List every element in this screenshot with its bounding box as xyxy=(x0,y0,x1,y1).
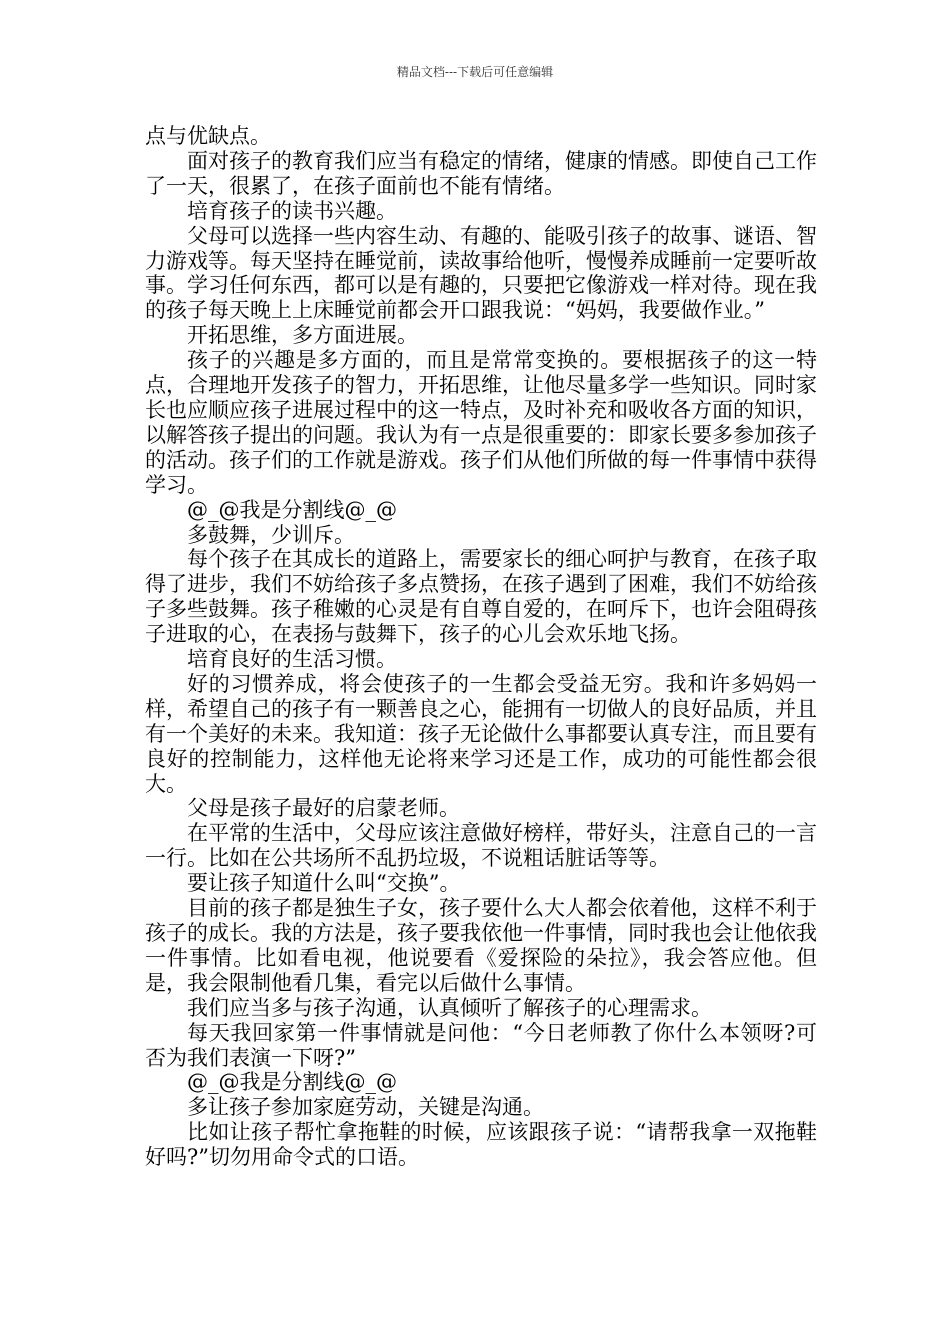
section-heading: 我们应当多与孩子沟通，认真倾听了解孩子的心理需求。 xyxy=(187,995,712,1020)
paragraph: 孩子的兴趣是多方面的，而且是常常变换的。要根据孩子的这一特点，合理地开发孩子的智力，开拓思维，让他尽量多学一些知识。同时家长也应顺应孩子进展过程中的这一特点，及时补充和吸收各方面的知识，以解答孩子提出的问题。我认为有一点是很重要的：即家长要多参加孩子的活动。孩子们的工作就是游戏。孩子们从他们所做的每一件事情中获得学习。 xyxy=(145,348,817,497)
paragraph: 父母可以选择一些内容生动、有趣的、能吸引孩子的故事、谜语、智力游戏等。每天坚持在睡觉前，读故事给他听，慢慢养成睡前一定要听故事。学习任何东西，都可以是有趣的，只要把它像游戏一样对待。现在我的孩子每天晚上上床睡觉前都会开口跟我说：“妈妈，我要做作业。” xyxy=(145,223,817,323)
section-heading: 要让孩子知道什么叫“交换”。 xyxy=(187,871,461,896)
paragraph: 好的习惯养成，将会使孩子的一生都会受益无穷。我和许多妈妈一样，希望自己的孩子有一颗善良之心，能拥有一切做人的良好品质，并且有一个美好的未来。我知道：孩子无论做什么事都要认真专注，而且要有良好的控制能力，这样他无论将来学习还是工作，成功的可能性都会很大。 xyxy=(145,671,817,796)
section-heading: 父母是孩子最好的启蒙老师。 xyxy=(187,796,460,821)
paragraph: 每天我回家第一件事情就是问他：“今日老师教了你什么本领呀?可否为我们表演一下呀?” xyxy=(145,1020,817,1070)
paragraph: 面对孩子的教育我们应当有稳定的情绪，健康的情感。即使自己工作了一天，很累了，在孩子面前也不能有情绪。 xyxy=(145,148,817,198)
paragraph: 点与优缺点。 xyxy=(145,124,271,148)
document-body xyxy=(145,124,817,1170)
section-heading: 多鼓舞，少训斥。 xyxy=(187,522,355,547)
paragraph: 目前的孩子都是独生子女，孩子要什么大人都会依着他，这样不利于孩子的成长。我的方法是，孩子要我依他一件事情，同时我也会让他依我一件事情。比如看电视，他说要看《爱探险的朵拉》，我会答应他。但是，我会限制他看几集，看完以后做什么事情。 xyxy=(145,896,817,995)
divider-text: @_@我是分割线@_@ xyxy=(187,1070,397,1095)
page-header: 精品文档---下载后可任意编辑 xyxy=(396,65,554,79)
paragraph: 在平常的生活中，父母应该注意做好榜样，带好头，注意自己的一言一行。比如在公共场所不乱扔垃圾，不说粗话脏话等等。 xyxy=(145,821,817,871)
section-heading: 多让孩子参加家庭劳动，关键是沟通。 xyxy=(187,1095,544,1120)
section-heading: 开拓思维，多方面进展。 xyxy=(187,323,418,348)
paragraph: 比如让孩子帮忙拿拖鞋的时候，应该跟孩子说：“请帮我拿一双拖鞋好吗?”切勿用命令式的口语。 xyxy=(145,1120,817,1170)
paragraph: 每个孩子在其成长的道路上，需要家长的细心呵护与教育，在孩子取得了进步，我们不妨给孩子多点赞扬，在孩子遇到了困难，我们不妨给孩子多些鼓舞。孩子稚嫩的心灵是有自尊自爱的，在呵斥下，也许会阻碍孩子进取的心，在表扬与鼓舞下，孩子的心儿会欢乐地飞扬。 xyxy=(145,547,817,647)
section-heading: 培育孩子的读书兴趣。 xyxy=(187,198,397,223)
section-heading: 培育良好的生活习惯。 xyxy=(187,647,397,672)
divider-text: @_@我是分割线@_@ xyxy=(187,497,397,522)
